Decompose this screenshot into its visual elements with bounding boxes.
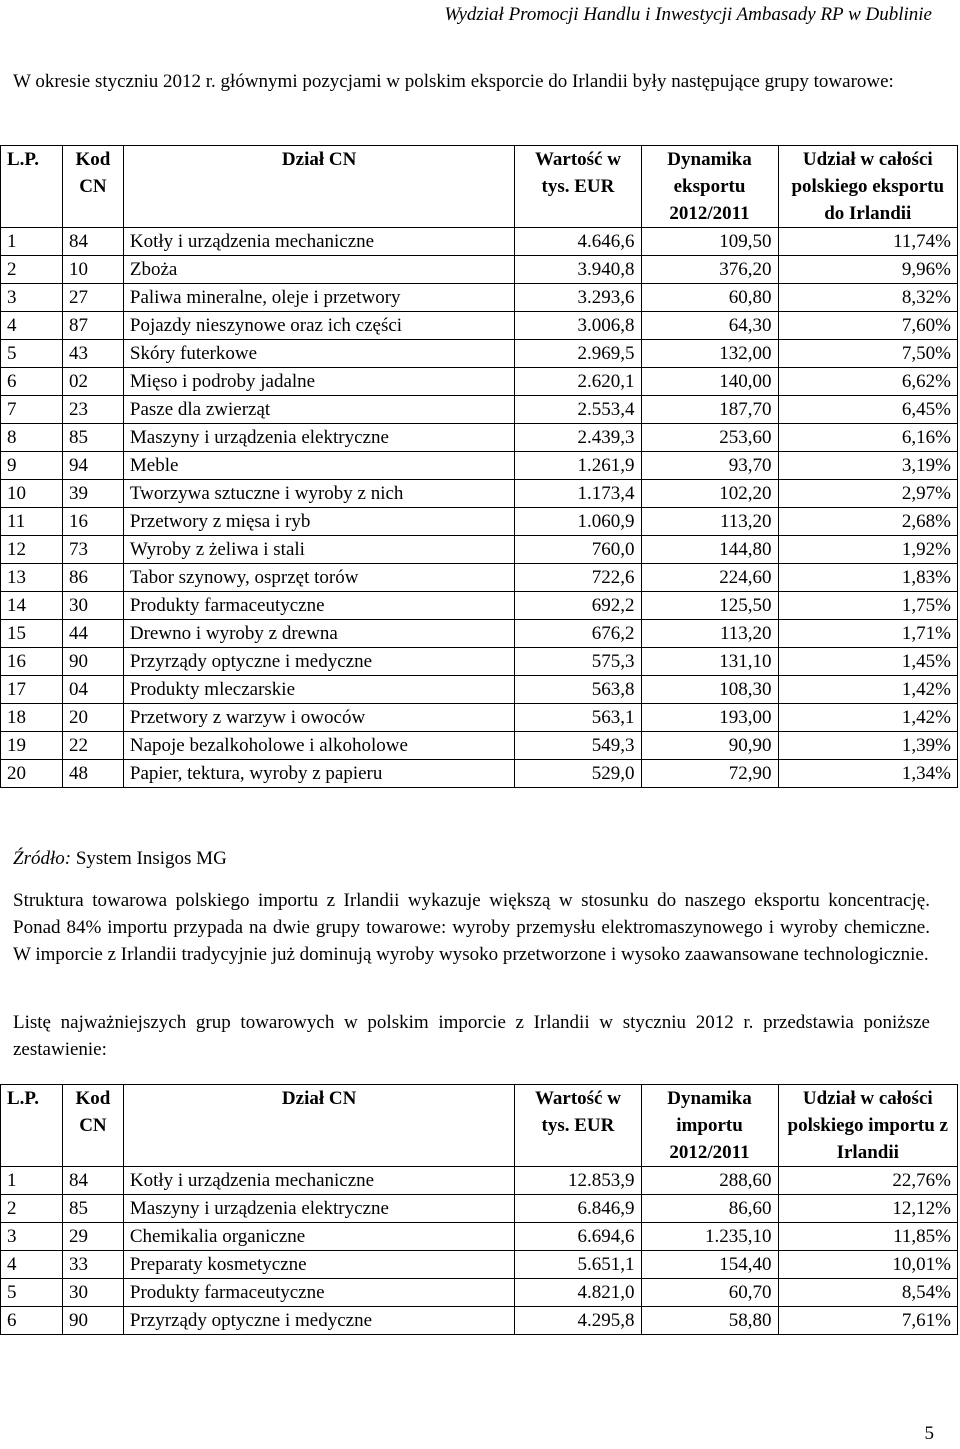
cell-udzial: 7,50% bbox=[778, 340, 957, 368]
cell-dynamika: 60,80 bbox=[641, 284, 778, 312]
cell-kod: 23 bbox=[62, 396, 123, 424]
cell-udzial: 9,96% bbox=[778, 256, 957, 284]
cell-lp: 17 bbox=[1, 676, 63, 704]
header-dynamika: Dynamika importu 2012/2011 bbox=[641, 1085, 778, 1167]
cell-dynamika: 132,00 bbox=[641, 340, 778, 368]
cell-dzial: Meble bbox=[123, 452, 515, 480]
cell-udzial: 1,75% bbox=[778, 592, 957, 620]
table-row bbox=[1, 508, 958, 536]
cell-lp: 4 bbox=[1, 312, 63, 340]
table-row bbox=[1, 760, 958, 788]
cell-lp: 3 bbox=[1, 1223, 63, 1251]
export-table bbox=[0, 145, 958, 788]
header-wartosc: Wartość w tys. EUR bbox=[515, 1085, 641, 1167]
cell-dynamika: 109,50 bbox=[641, 228, 778, 256]
table-row bbox=[1, 704, 958, 732]
cell-kod: 20 bbox=[62, 704, 123, 732]
header-wartosc: Wartość w tys. EUR bbox=[515, 146, 641, 228]
table-row bbox=[1, 1167, 958, 1195]
cell-lp: 4 bbox=[1, 1251, 63, 1279]
table-row bbox=[1, 676, 958, 704]
cell-wartosc: 1.261,9 bbox=[515, 452, 641, 480]
cell-wartosc: 529,0 bbox=[515, 760, 641, 788]
cell-dzial: Kotły i urządzenia mechaniczne bbox=[123, 1167, 515, 1195]
cell-kod: 33 bbox=[62, 1251, 123, 1279]
table-row bbox=[1, 368, 958, 396]
table-row bbox=[1, 256, 958, 284]
page-number: 5 bbox=[924, 1423, 934, 1444]
cell-lp: 15 bbox=[1, 620, 63, 648]
table-row bbox=[1, 452, 958, 480]
import-table-header-row bbox=[1, 1085, 958, 1167]
cell-wartosc: 676,2 bbox=[515, 620, 641, 648]
cell-dynamika: 108,30 bbox=[641, 676, 778, 704]
cell-kod: 85 bbox=[62, 424, 123, 452]
cell-wartosc: 575,3 bbox=[515, 648, 641, 676]
table-row bbox=[1, 312, 958, 340]
source-label: Źródło: bbox=[13, 848, 72, 869]
cell-dzial: Przetwory z warzyw i owoców bbox=[123, 704, 515, 732]
cell-dzial: Pasze dla zwierząt bbox=[123, 396, 515, 424]
cell-wartosc: 4.646,6 bbox=[515, 228, 641, 256]
header-dynamika: Dynamika eksportu 2012/2011 bbox=[641, 146, 778, 228]
source-value: System Insigos MG bbox=[71, 848, 227, 869]
cell-dzial: Skóry futerkowe bbox=[123, 340, 515, 368]
cell-kod: 43 bbox=[62, 340, 123, 368]
table-row bbox=[1, 536, 958, 564]
cell-lp: 5 bbox=[1, 340, 63, 368]
header-udzial: Udział w całości polskiego eksportu do Irlandii bbox=[778, 146, 957, 228]
cell-udzial: 1,83% bbox=[778, 564, 957, 592]
cell-dynamika: 193,00 bbox=[641, 704, 778, 732]
cell-kod: 84 bbox=[62, 228, 123, 256]
cell-wartosc: 4.821,0 bbox=[515, 1279, 641, 1307]
cell-dynamika: 60,70 bbox=[641, 1279, 778, 1307]
cell-lp: 2 bbox=[1, 1195, 63, 1223]
cell-lp: 1 bbox=[1, 228, 63, 256]
cell-dzial: Zboża bbox=[123, 256, 515, 284]
intro-paragraph: W okresie styczniu 2012 r. głównymi pozycjami w polskim eksporcie do Irlandii były następujące grupy towarowe: bbox=[13, 71, 894, 92]
table-row bbox=[1, 592, 958, 620]
cell-udzial: 1,42% bbox=[778, 704, 957, 732]
cell-wartosc: 2.439,3 bbox=[515, 424, 641, 452]
table-row bbox=[1, 396, 958, 424]
cell-kod: 94 bbox=[62, 452, 123, 480]
cell-lp: 19 bbox=[1, 732, 63, 760]
cell-dzial: Pojazdy nieszynowe oraz ich części bbox=[123, 312, 515, 340]
cell-kod: 85 bbox=[62, 1195, 123, 1223]
cell-kod: 22 bbox=[62, 732, 123, 760]
cell-dynamika: 1.235,10 bbox=[641, 1223, 778, 1251]
export-table-body bbox=[1, 228, 958, 788]
export-table-header-row bbox=[1, 146, 958, 228]
cell-dzial: Przyrządy optyczne i medyczne bbox=[123, 648, 515, 676]
cell-lp: 2 bbox=[1, 256, 63, 284]
cell-dzial: Kotły i urządzenia mechaniczne bbox=[123, 228, 515, 256]
cell-kod: 87 bbox=[62, 312, 123, 340]
cell-dynamika: 144,80 bbox=[641, 536, 778, 564]
cell-lp: 13 bbox=[1, 564, 63, 592]
cell-wartosc: 3.006,8 bbox=[515, 312, 641, 340]
table-row bbox=[1, 1279, 958, 1307]
cell-lp: 9 bbox=[1, 452, 63, 480]
cell-kod: 39 bbox=[62, 480, 123, 508]
cell-lp: 3 bbox=[1, 284, 63, 312]
cell-dynamika: 131,10 bbox=[641, 648, 778, 676]
table-row bbox=[1, 1195, 958, 1223]
cell-wartosc: 692,2 bbox=[515, 592, 641, 620]
header-dzial: Dział CN bbox=[123, 146, 515, 228]
cell-dzial: Papier, tektura, wyroby z papieru bbox=[123, 760, 515, 788]
cell-wartosc: 563,8 bbox=[515, 676, 641, 704]
table-row bbox=[1, 1251, 958, 1279]
cell-udzial: 1,39% bbox=[778, 732, 957, 760]
cell-udzial: 1,45% bbox=[778, 648, 957, 676]
cell-udzial: 10,01% bbox=[778, 1251, 957, 1279]
table-row bbox=[1, 732, 958, 760]
table-row bbox=[1, 648, 958, 676]
table-row bbox=[1, 340, 958, 368]
cell-udzial: 1,34% bbox=[778, 760, 957, 788]
cell-lp: 5 bbox=[1, 1279, 63, 1307]
cell-dzial: Produkty mleczarskie bbox=[123, 676, 515, 704]
cell-udzial: 11,74% bbox=[778, 228, 957, 256]
cell-udzial: 2,97% bbox=[778, 480, 957, 508]
cell-wartosc: 5.651,1 bbox=[515, 1251, 641, 1279]
cell-dzial: Paliwa mineralne, oleje i przetwory bbox=[123, 284, 515, 312]
cell-lp: 6 bbox=[1, 368, 63, 396]
cell-dynamika: 93,70 bbox=[641, 452, 778, 480]
cell-lp: 11 bbox=[1, 508, 63, 536]
cell-udzial: 7,61% bbox=[778, 1307, 957, 1335]
cell-lp: 6 bbox=[1, 1307, 63, 1335]
import-list-intro-paragraph: Listę najważniejszych grup towarowych w polskim imporcie z Irlandii w styczniu 2012 r. przedstawia poniższe zestawienie: bbox=[13, 1012, 930, 1060]
cell-lp: 8 bbox=[1, 424, 63, 452]
cell-dzial: Tabor szynowy, osprzęt torów bbox=[123, 564, 515, 592]
table-row bbox=[1, 284, 958, 312]
cell-dynamika: 102,20 bbox=[641, 480, 778, 508]
cell-lp: 7 bbox=[1, 396, 63, 424]
cell-wartosc: 6.694,6 bbox=[515, 1223, 641, 1251]
cell-dynamika: 64,30 bbox=[641, 312, 778, 340]
cell-wartosc: 1.060,9 bbox=[515, 508, 641, 536]
cell-dzial: Maszyny i urządzenia elektryczne bbox=[123, 1195, 515, 1223]
cell-dzial: Chemikalia organiczne bbox=[123, 1223, 515, 1251]
cell-wartosc: 760,0 bbox=[515, 536, 641, 564]
cell-dynamika: 72,90 bbox=[641, 760, 778, 788]
table-row bbox=[1, 228, 958, 256]
source-note bbox=[13, 846, 227, 873]
table-row bbox=[1, 424, 958, 452]
import-table-body bbox=[1, 1167, 958, 1335]
cell-lp: 12 bbox=[1, 536, 63, 564]
cell-udzial: 12,12% bbox=[778, 1195, 957, 1223]
cell-kod: 90 bbox=[62, 648, 123, 676]
cell-kod: 73 bbox=[62, 536, 123, 564]
table-row bbox=[1, 480, 958, 508]
cell-kod: 27 bbox=[62, 284, 123, 312]
cell-dynamika: 140,00 bbox=[641, 368, 778, 396]
cell-udzial: 7,60% bbox=[778, 312, 957, 340]
cell-kod: 44 bbox=[62, 620, 123, 648]
cell-kod: 48 bbox=[62, 760, 123, 788]
cell-wartosc: 3.940,8 bbox=[515, 256, 641, 284]
cell-wartosc: 722,6 bbox=[515, 564, 641, 592]
cell-dzial: Przyrządy optyczne i medyczne bbox=[123, 1307, 515, 1335]
cell-udzial: 1,92% bbox=[778, 536, 957, 564]
cell-dynamika: 58,80 bbox=[641, 1307, 778, 1335]
cell-dzial: Drewno i wyroby z drewna bbox=[123, 620, 515, 648]
cell-kod: 16 bbox=[62, 508, 123, 536]
cell-wartosc: 3.293,6 bbox=[515, 284, 641, 312]
cell-dzial: Tworzywa sztuczne i wyroby z nich bbox=[123, 480, 515, 508]
header-lp: L.P. bbox=[1, 146, 63, 228]
cell-udzial: 8,54% bbox=[778, 1279, 957, 1307]
cell-dynamika: 125,50 bbox=[641, 592, 778, 620]
cell-dynamika: 90,90 bbox=[641, 732, 778, 760]
header-dzial: Dział CN bbox=[123, 1085, 515, 1167]
header-kod: Kod CN bbox=[62, 1085, 123, 1167]
cell-dzial: Produkty farmaceutyczne bbox=[123, 1279, 515, 1307]
cell-dynamika: 86,60 bbox=[641, 1195, 778, 1223]
cell-dzial: Napoje bezalkoholowe i alkoholowe bbox=[123, 732, 515, 760]
document-header: Wydział Promocji Handlu i Inwestycji Ambasady RP w Dublinie bbox=[444, 4, 932, 25]
cell-kod: 30 bbox=[62, 1279, 123, 1307]
cell-udzial: 1,42% bbox=[778, 676, 957, 704]
header-udzial: Udział w całości polskiego importu z Irlandii bbox=[778, 1085, 957, 1167]
cell-udzial: 6,62% bbox=[778, 368, 957, 396]
table-row bbox=[1, 1223, 958, 1251]
cell-wartosc: 549,3 bbox=[515, 732, 641, 760]
cell-dzial: Produkty farmaceutyczne bbox=[123, 592, 515, 620]
header-kod: Kod CN bbox=[62, 146, 123, 228]
cell-dynamika: 113,20 bbox=[641, 508, 778, 536]
table-row bbox=[1, 1307, 958, 1335]
cell-wartosc: 4.295,8 bbox=[515, 1307, 641, 1335]
cell-dynamika: 224,60 bbox=[641, 564, 778, 592]
cell-dzial: Przetwory z mięsa i ryb bbox=[123, 508, 515, 536]
cell-wartosc: 2.620,1 bbox=[515, 368, 641, 396]
cell-wartosc: 1.173,4 bbox=[515, 480, 641, 508]
cell-wartosc: 2.969,5 bbox=[515, 340, 641, 368]
cell-dzial: Mięso i podroby jadalne bbox=[123, 368, 515, 396]
cell-udzial: 22,76% bbox=[778, 1167, 957, 1195]
cell-kod: 29 bbox=[62, 1223, 123, 1251]
cell-dynamika: 154,40 bbox=[641, 1251, 778, 1279]
cell-dynamika: 253,60 bbox=[641, 424, 778, 452]
cell-wartosc: 563,1 bbox=[515, 704, 641, 732]
cell-dynamika: 376,20 bbox=[641, 256, 778, 284]
cell-lp: 10 bbox=[1, 480, 63, 508]
cell-kod: 04 bbox=[62, 676, 123, 704]
cell-lp: 14 bbox=[1, 592, 63, 620]
cell-udzial: 6,45% bbox=[778, 396, 957, 424]
cell-dzial: Maszyny i urządzenia elektryczne bbox=[123, 424, 515, 452]
cell-dynamika: 187,70 bbox=[641, 396, 778, 424]
table-row bbox=[1, 620, 958, 648]
cell-udzial: 6,16% bbox=[778, 424, 957, 452]
cell-udzial: 2,68% bbox=[778, 508, 957, 536]
cell-kod: 90 bbox=[62, 1307, 123, 1335]
cell-lp: 16 bbox=[1, 648, 63, 676]
cell-kod: 30 bbox=[62, 592, 123, 620]
table-row bbox=[1, 564, 958, 592]
cell-kod: 10 bbox=[62, 256, 123, 284]
cell-dynamika: 113,20 bbox=[641, 620, 778, 648]
header-lp: L.P. bbox=[1, 1085, 63, 1167]
import-table bbox=[0, 1084, 958, 1335]
cell-lp: 20 bbox=[1, 760, 63, 788]
import-structure-paragraph: Struktura towarowa polskiego importu z Irlandii wykazuje większą w stosunku do naszego eksportu koncentrację. Ponad 84% importu przypada na dwie grupy towarowe: wyroby przemysłu elektromaszynowego i wyroby chemiczne. W imporcie z Irlandii tradycyjnie już dominują wyroby wysoko przetworzone i wysoko zaawansowane technologicznie. bbox=[13, 890, 930, 965]
cell-lp: 1 bbox=[1, 1167, 63, 1195]
cell-udzial: 11,85% bbox=[778, 1223, 957, 1251]
cell-kod: 84 bbox=[62, 1167, 123, 1195]
cell-udzial: 1,71% bbox=[778, 620, 957, 648]
cell-dzial: Wyroby z żeliwa i stali bbox=[123, 536, 515, 564]
cell-lp: 18 bbox=[1, 704, 63, 732]
cell-kod: 86 bbox=[62, 564, 123, 592]
cell-udzial: 3,19% bbox=[778, 452, 957, 480]
cell-wartosc: 6.846,9 bbox=[515, 1195, 641, 1223]
cell-wartosc: 2.553,4 bbox=[515, 396, 641, 424]
cell-wartosc: 12.853,9 bbox=[515, 1167, 641, 1195]
cell-udzial: 8,32% bbox=[778, 284, 957, 312]
cell-dzial: Preparaty kosmetyczne bbox=[123, 1251, 515, 1279]
cell-dynamika: 288,60 bbox=[641, 1167, 778, 1195]
cell-kod: 02 bbox=[62, 368, 123, 396]
